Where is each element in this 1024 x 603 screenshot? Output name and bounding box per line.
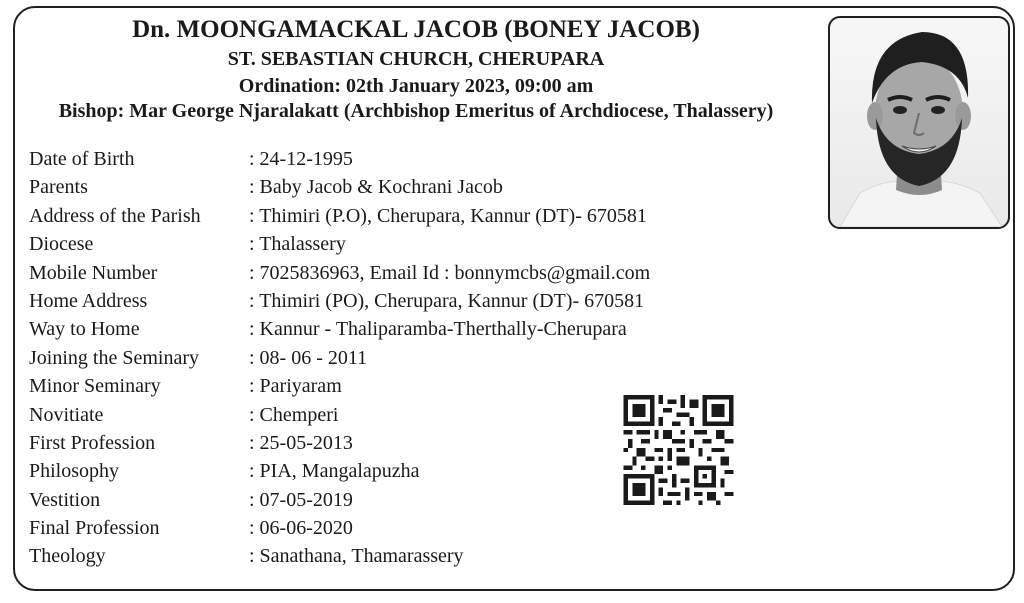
detail-value: : 7025836963, Email Id : bonnymcbs@gmail.com: [249, 261, 651, 284]
detail-label: Diocese: [29, 233, 94, 256]
detail-value: : PIA, Mangalapuzha: [249, 460, 420, 483]
detail-value: : 06-06-2020: [249, 517, 353, 540]
detail-label: Mobile Number: [29, 261, 158, 284]
deacon-name: Dn. MOONGAMACKAL JACOB (BONEY JACOB): [132, 16, 700, 43]
detail-row: [29, 145, 650, 173]
detail-row: [29, 230, 650, 258]
detail-value: : Chemperi: [249, 403, 339, 426]
detail-row: [29, 542, 650, 570]
detail-label: Address of the Parish: [29, 204, 201, 227]
detail-label: Philosophy: [29, 460, 120, 483]
detail-label: Vestition: [29, 488, 101, 511]
church-name: ST. SEBASTIAN CHURCH, CHERUPARA: [227, 48, 605, 70]
detail-row: [29, 287, 650, 315]
detail-row: [29, 401, 650, 429]
detail-label: Final Profession: [29, 517, 160, 540]
detail-value: : 08- 06 - 2011: [249, 346, 368, 369]
detail-value: : Thimiri (P.O), Cherupara, Kannur (DT)- 670581: [249, 204, 647, 227]
detail-row: [29, 259, 650, 287]
ordination-line: Ordination: 02th January 2023, 09:00 am: [238, 75, 594, 97]
detail-row: [29, 202, 650, 230]
bishop-line: Bishop: Mar George Njaralakatt (Archbishop Emeritus of Archdiocese, Thalassery): [58, 100, 774, 122]
portrait-illustration: [830, 18, 1008, 227]
detail-value: : Pariyaram: [249, 375, 342, 398]
detail-row: [29, 372, 650, 400]
detail-value: : Sanathana, Thamarassery: [249, 545, 464, 568]
detail-value: : Thalassery: [249, 233, 346, 256]
detail-label: Joining the Seminary: [29, 346, 199, 369]
detail-label: Minor Seminary: [29, 375, 161, 398]
detail-label: Parents: [29, 176, 88, 199]
detail-row: [29, 457, 650, 485]
detail-label: Theology: [29, 545, 106, 568]
detail-row: [29, 173, 650, 201]
detail-value: : Thimiri (PO), Cherupara, Kannur (DT)- 670581: [249, 289, 645, 312]
detail-row: [29, 429, 650, 457]
details-list: [29, 145, 650, 571]
detail-label: Date of Birth: [29, 148, 135, 170]
detail-value: : 07-05-2019: [249, 488, 353, 511]
detail-row: [29, 315, 650, 343]
portrait-photo: [828, 16, 1010, 229]
detail-row: [29, 344, 650, 372]
detail-row: [29, 514, 650, 542]
detail-value: : Kannur - Thaliparamba-Therthally-Cherupara: [249, 318, 627, 341]
qr-code[interactable]: [622, 395, 735, 505]
detail-value: : 24-12-1995: [249, 148, 353, 170]
detail-value: : Baby Jacob & Kochrani Jacob: [249, 176, 503, 199]
detail-label: Way to Home: [29, 318, 140, 341]
detail-label: First Profession: [29, 431, 156, 454]
detail-row: [29, 486, 650, 514]
detail-value: : 25-05-2013: [249, 431, 353, 454]
detail-label: Home Address: [29, 289, 148, 312]
detail-label: Novitiate: [29, 403, 104, 426]
